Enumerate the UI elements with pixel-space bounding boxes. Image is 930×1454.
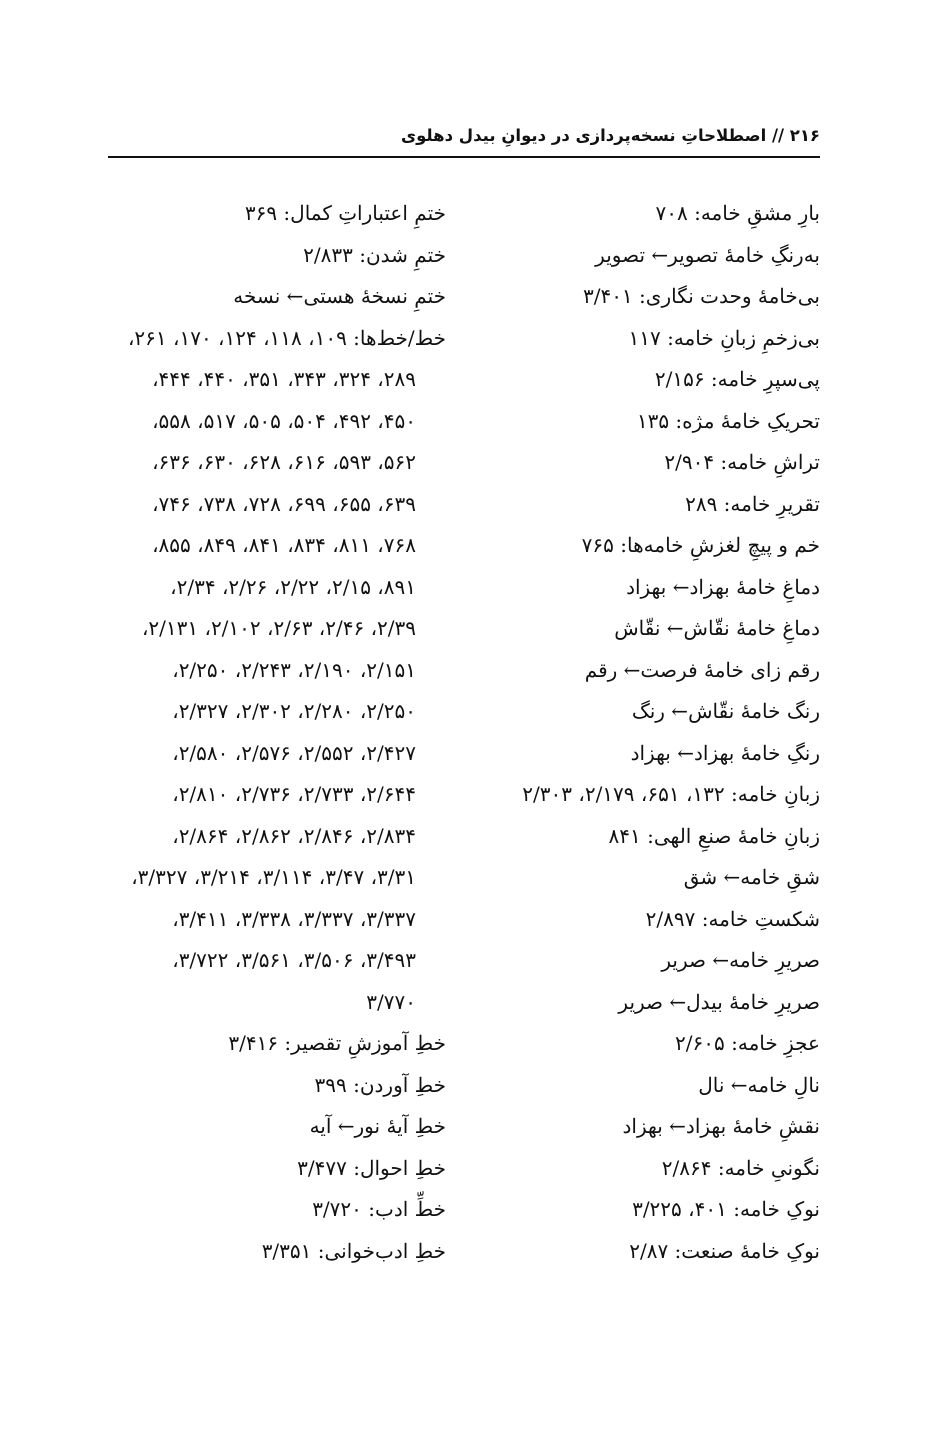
index-entry: ختمِ اعتباراتِ کمال: ۳۶۹ (244, 201, 446, 225)
index-entry: عجزِ خامه: ۲/۶۰۵ (675, 1031, 820, 1055)
index-entry: صریرِ خامه← صریر (661, 948, 820, 972)
index-entry-continuation: ۳/۳۱، ۳/۴۷، ۳/۱۱۴، ۳/۲۱۴، ۳/۳۲۷، (131, 865, 416, 889)
index-entry-continuation: ۸۹۱، ۲/۱۵، ۲/۲۲، ۲/۲۶، ۲/۳۴، (170, 574, 416, 599)
index-entry: صریرِ خامۀ بیدل← صریر (618, 989, 820, 1014)
index-entry: رنگ خامۀ نقّاش← رنگ (631, 699, 820, 723)
page-header (108, 118, 820, 158)
index-entry: خم و پیچِ لغزشِ خامه‌ها: ۷۶۵ (581, 533, 820, 557)
index-entry-continuation: ۲/۶۴۴، ۲/۷۳۳، ۲/۷۳۶، ۲/۸۱۰، (172, 782, 416, 806)
index-entry: خطِ ادب‌خوانی: ۳/۳۵۱ (261, 1238, 446, 1263)
index-entry-continuation: ۳/۷۷۰ (366, 989, 416, 1014)
index-entry: نالِ خامه← نال (698, 1072, 820, 1097)
index-entry: خطِ آموزشِ تقصیر: ۳/۴۱۶ (228, 1031, 446, 1055)
index-entry: خط/خط‌ها: ۱۰۹، ۱۱۸، ۱۲۴، ۱۷۰، ۲۶۱، (127, 325, 446, 350)
running-title: ۲۱۶ // اصطلاحاتِ نسخه‌پردازی در دیوانِ بیدل دهلوی (400, 126, 820, 145)
index-entry: نوکِ خامۀ صنعت: ۲/۸۷ (629, 1238, 820, 1263)
index-entry-continuation: ۲/۳۹، ۲/۴۶، ۲/۶۳، ۲/۱۰۲، ۲/۱۳۱، (141, 616, 416, 640)
index-entry: شقِ خامه← شق (683, 865, 820, 889)
index-entry: نگونیِ خامه: ۲/۸۶۴ (661, 1155, 820, 1180)
index-entry: تحریکِ خامۀ مژه: ۱۳۵ (636, 408, 820, 433)
index-entry-continuation: ۳/۴۹۳، ۳/۵۰۶، ۳/۵۶۱، ۳/۷۲۲، (172, 948, 416, 972)
index-entry: ختمِ نسخۀ هستی← نسخه (233, 284, 446, 308)
index-entry: خطِ آیۀ نور← آیه (309, 1114, 446, 1138)
index-entry: نقشِ خامۀ بهزاد← بهزاد (622, 1114, 820, 1138)
index-entry-continuation: ۳/۳۳۷، ۳/۳۳۷، ۳/۳۳۸، ۳/۴۱۱، (172, 906, 416, 931)
index-entry: خطِ آوردن: ۳۹۹ (314, 1072, 446, 1097)
index-entry-continuation: ۲/۸۳۴، ۲/۸۴۶، ۲/۸۶۲، ۲/۸۶۴، (172, 823, 416, 848)
index-entry: دماغِ خامۀ بهزاد← بهزاد (626, 574, 820, 599)
index-entry: زبانِ خامه: ۱۳۲، ۶۵۱، ۲/۱۷۹، ۲/۳۰۳ (522, 782, 820, 806)
index-entry-continuation: ۶۳۹، ۶۵۵، ۶۹۹، ۷۲۸، ۷۳۸، ۷۴۶، (152, 491, 416, 516)
index-entry: نوکِ خامه: ۴۰۱، ۳/۲۲۵ (632, 1197, 820, 1221)
index-column-right (490, 193, 820, 1272)
index-entry-continuation: ۲/۲۵۰، ۲/۲۸۰، ۲/۳۰۲، ۲/۳۲۷، (172, 699, 416, 723)
index-entry: رنگِ خامۀ بهزاد← بهزاد (630, 740, 820, 765)
index-entry-continuation: ۲/۴۲۷، ۲/۵۵۲، ۲/۵۷۶، ۲/۵۸۰، (172, 740, 416, 765)
index-column-left (106, 193, 446, 1272)
index-entry: پی‌سپرِ خامه: ۲/۱۵۶ (654, 367, 820, 391)
index-entry-continuation: ۷۶۸، ۸۱۱، ۸۳۴، ۸۴۱، ۸۴۹، ۸۵۵، (152, 533, 416, 557)
index-entry: دماغِ خامۀ نقّاش← نقّاش (614, 616, 820, 640)
index-entry-continuation: ۲/۱۵۱، ۲/۱۹۰، ۲/۲۴۳، ۲/۲۵۰، (172, 657, 416, 682)
index-entry: تقریرِ خامه: ۲۸۹ (685, 491, 820, 516)
index-entry: بی‌خامۀ وحدت نگاری: ۳/۴۰۱ (582, 284, 820, 308)
index-entry: زبانِ خامۀ صنعِ الهی: ۸۴۱ (608, 823, 820, 848)
index-entry: شکستِ خامه: ۲/۸۹۷ (645, 906, 820, 931)
index-entry-continuation: ۵۶۲، ۵۹۳، ۶۱۶، ۶۲۸، ۶۳۰، ۶۳۶، (152, 450, 416, 474)
index-entry: رقم زای خامۀ فرصت← رقم (584, 657, 820, 682)
index-entry: بارِ مشقِ خامه: ۷۰۸ (655, 201, 820, 225)
index-entry: خطِ احوال: ۳/۴۷۷ (297, 1155, 446, 1180)
index-entry: ختمِ شدن: ۲/۸۳۳ (303, 242, 446, 267)
index-entry-continuation: ۲۸۹، ۳۲۴، ۳۴۳، ۳۵۱، ۴۴۰، ۴۴۴، (152, 367, 416, 391)
index-entry: خطِّ ادب: ۳/۷۲۰ (312, 1197, 446, 1221)
index-entry: به‌رنگِ خامۀ تصویر← تصویر (595, 242, 820, 267)
index-entry: تراشِ خامه: ۲/۹۰۴ (664, 450, 820, 474)
index-entry-continuation: ۴۵۰، ۴۹۲، ۵۰۴، ۵۰۵، ۵۱۷، ۵۵۸، (152, 408, 416, 433)
index-entry: بی‌زخمِ زبانِ خامه: ۱۱۷ (628, 325, 820, 350)
